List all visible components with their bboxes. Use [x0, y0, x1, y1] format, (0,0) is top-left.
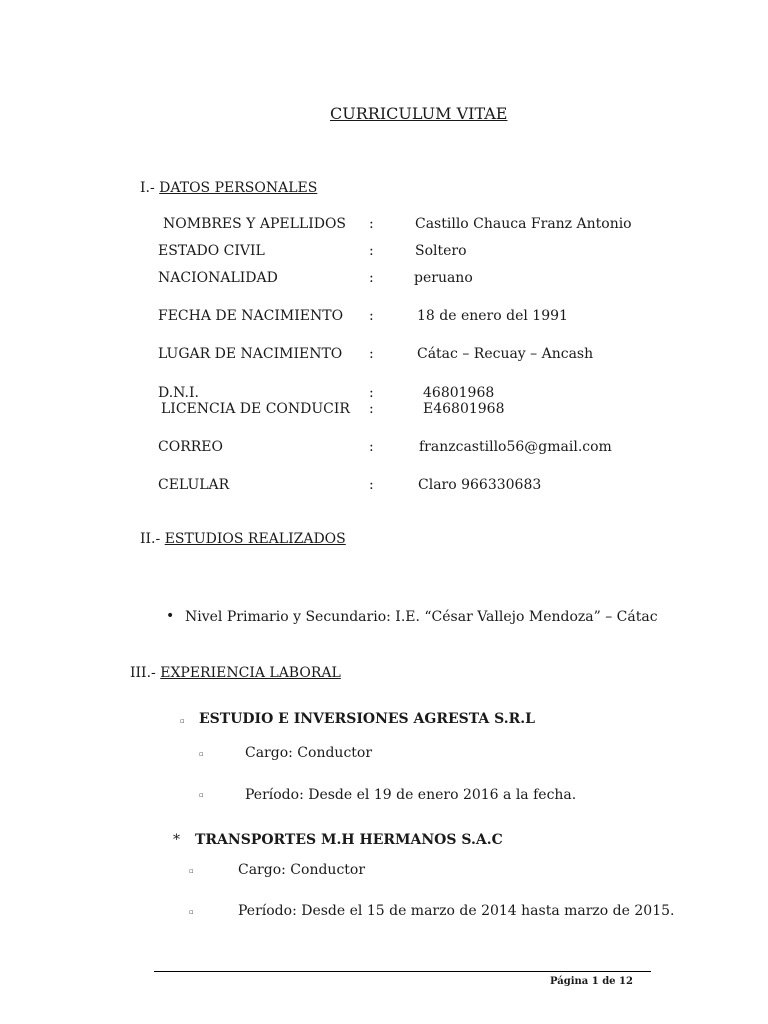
section-studies-heading	[140, 531, 346, 547]
job-period: Período: Desde el 15 de marzo de 2014 hasta marzo de 2015.	[238, 903, 675, 919]
square-bullet-icon: ▫	[189, 908, 194, 916]
section-title: DATOS PERSONALES	[159, 180, 318, 196]
label-fecha-nacimiento: FECHA DE NACIMIENTO	[158, 308, 344, 324]
separator: :	[369, 346, 374, 362]
separator: :	[369, 216, 374, 232]
value-fecha-nacimiento: 18 de enero del 1991	[417, 308, 568, 324]
value-correo: franzcastillo56@gmail.com	[419, 439, 612, 455]
document-title: CURRICULUM VITAE	[330, 104, 508, 123]
square-bullet-icon: ▫	[180, 717, 185, 725]
value-dni: 46801968	[423, 385, 495, 401]
separator: :	[369, 243, 374, 259]
job-role: Cargo: Conductor	[245, 745, 373, 761]
section-prefix: I.-	[140, 180, 155, 196]
separator: :	[369, 439, 374, 455]
job-role: Cargo: Conductor	[238, 862, 366, 878]
study-item: Nivel Primario y Secundario: I.E. “César Vallejo Mendoza” – Cátac	[185, 609, 658, 625]
label-nombres: NOMBRES Y APELLIDOS	[163, 216, 347, 232]
label-lugar-nacimiento: LUGAR DE NACIMIENTO	[158, 346, 343, 362]
separator: :	[369, 385, 374, 401]
section-experience-heading	[130, 665, 341, 681]
label-estado-civil: ESTADO CIVIL	[158, 243, 265, 259]
separator: :	[369, 308, 374, 324]
asterisk-marker: *	[173, 832, 180, 848]
label-correo: CORREO	[158, 439, 223, 455]
label-dni: D.N.I.	[158, 385, 199, 401]
separator: :	[369, 401, 374, 417]
section-title: EXPERIENCIA LABORAL	[160, 665, 341, 681]
label-celular: CELULAR	[158, 477, 230, 493]
job-period: Período: Desde el 19 de enero 2016 a la fecha.	[245, 787, 577, 803]
page-number: Página 1 de 12	[550, 976, 633, 987]
footer-divider	[154, 971, 651, 972]
bullet-icon: •	[166, 608, 175, 624]
section-prefix: II.-	[140, 531, 161, 547]
separator: :	[369, 270, 374, 286]
square-bullet-icon: ▫	[189, 867, 194, 875]
label-licencia: LICENCIA DE CONDUCIR	[161, 401, 350, 417]
square-bullet-icon: ▫	[199, 750, 204, 758]
value-licencia: E46801968	[423, 401, 505, 417]
section-title: ESTUDIOS REALIZADOS	[164, 531, 346, 547]
value-celular: Claro 966330683	[418, 477, 542, 493]
label-nacionalidad: NACIONALIDAD	[158, 270, 278, 286]
section-personal-heading	[140, 180, 317, 196]
value-estado-civil: Soltero	[415, 243, 467, 259]
value-nombres: Castillo Chauca Franz Antonio	[415, 216, 632, 232]
job-company: ESTUDIO E INVERSIONES AGRESTA S.R.L	[199, 711, 535, 727]
job-company: TRANSPORTES M.H HERMANOS S.A.C	[195, 832, 503, 848]
value-lugar-nacimiento: Cátac – Recuay – Ancash	[417, 346, 594, 362]
value-nacionalidad: peruano	[414, 270, 473, 286]
square-bullet-icon: ▫	[199, 791, 204, 799]
section-prefix: III.-	[130, 665, 156, 681]
separator: :	[369, 477, 374, 493]
